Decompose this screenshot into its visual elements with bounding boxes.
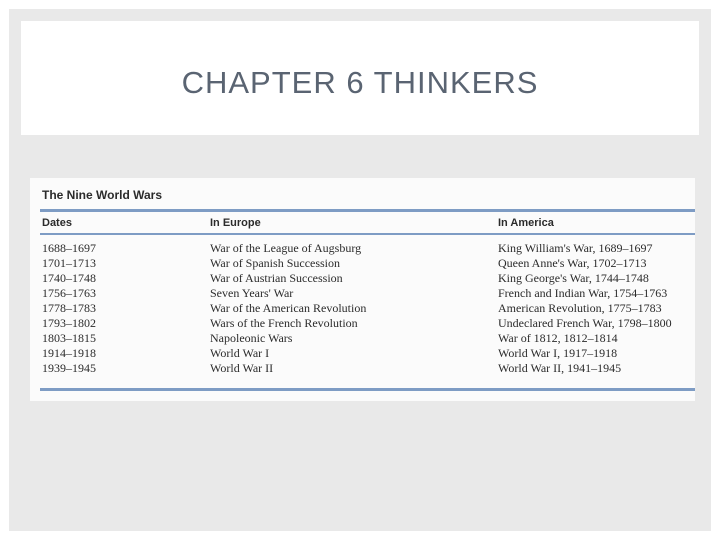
column-header-dates: Dates xyxy=(42,217,72,229)
cell-dates: 1740–1748 xyxy=(42,271,96,285)
cell-america: War of 1812, 1812–1814 xyxy=(498,331,618,345)
table-row xyxy=(30,241,695,256)
cell-america: Undeclared French War, 1798–1800 xyxy=(498,316,672,330)
cell-europe: World War I xyxy=(210,346,270,360)
cell-america: French and Indian War, 1754–1763 xyxy=(498,286,668,300)
table-row xyxy=(30,361,695,376)
table-row xyxy=(30,331,695,346)
table-row xyxy=(30,286,695,301)
table-top-rule xyxy=(40,209,695,212)
cell-america: King George's War, 1744–1748 xyxy=(498,271,649,285)
cell-europe: World War II xyxy=(210,361,274,375)
cell-europe: War of Spanish Succession xyxy=(210,256,341,270)
cell-dates: 1778–1783 xyxy=(42,301,96,315)
table-row xyxy=(30,271,695,286)
cell-europe: Wars of the French Revolution xyxy=(210,316,358,330)
cell-dates: 1793–1802 xyxy=(42,316,96,330)
cell-america: American Revolution, 1775–1783 xyxy=(498,301,662,315)
cell-dates: 1939–1945 xyxy=(42,361,96,375)
table-row xyxy=(30,346,695,361)
table-row xyxy=(30,256,695,271)
cell-dates: 1914–1918 xyxy=(42,346,96,360)
title-band xyxy=(21,21,699,135)
cell-europe: Seven Years' War xyxy=(210,286,294,300)
slide-title: CHAPTER 6 THINKERS xyxy=(181,65,539,100)
table-body xyxy=(30,241,695,376)
cell-dates: 1688–1697 xyxy=(42,241,96,255)
table-header-rule xyxy=(40,233,695,235)
table-bottom-rule xyxy=(40,388,695,391)
cell-america: World War II, 1941–1945 xyxy=(498,361,622,375)
cell-america: Queen Anne's War, 1702–1713 xyxy=(498,256,647,270)
cell-america: World War I, 1917–1918 xyxy=(498,346,618,360)
cell-europe: War of the American Revolution xyxy=(210,301,367,315)
cell-dates: 1803–1815 xyxy=(42,331,96,345)
column-header-america: In America xyxy=(498,217,554,229)
cell-europe: War of the League of Augsburg xyxy=(210,241,362,255)
column-header-europe: In Europe xyxy=(210,217,261,229)
cell-america: King William's War, 1689–1697 xyxy=(498,241,653,255)
cell-dates: 1756–1763 xyxy=(42,286,96,300)
nine-world-wars-table xyxy=(30,178,695,401)
table-row xyxy=(30,301,695,316)
slide xyxy=(9,9,711,531)
cell-europe: War of Austrian Succession xyxy=(210,271,343,285)
table-row xyxy=(30,316,695,331)
cell-europe: Napoleonic Wars xyxy=(210,331,293,345)
table-caption: The Nine World Wars xyxy=(42,188,163,202)
cell-dates: 1701–1713 xyxy=(42,256,96,270)
